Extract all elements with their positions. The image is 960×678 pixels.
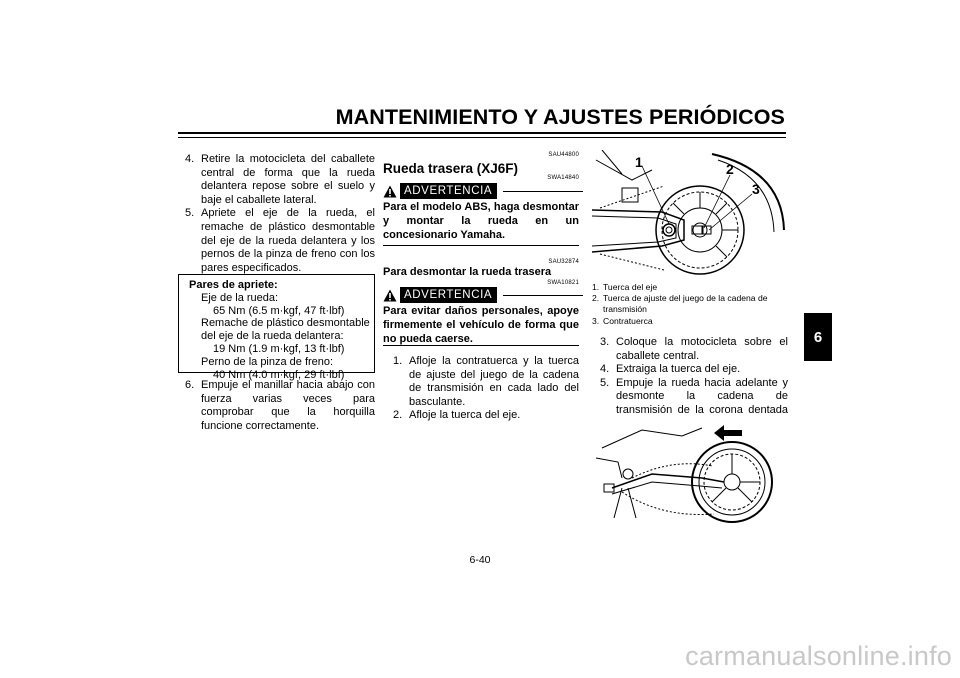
column-3-steps	[600, 336, 788, 431]
callout-3: 3	[752, 181, 760, 197]
watermark: carmanualsonline.info	[685, 641, 952, 671]
callout-2: 2	[726, 161, 734, 177]
torque-label: Perno de la pinza de freno:	[201, 355, 334, 368]
column-2-steps	[383, 355, 579, 423]
warning-end-rule	[383, 345, 579, 346]
step-4b	[600, 363, 788, 377]
wheel-removal-illustration	[592, 418, 788, 524]
warning-banner	[383, 287, 583, 303]
warning-text: Para el modelo ABS, haga desmontar y montar la rueda en un concesionario Yamaha.	[383, 201, 579, 241]
column-1	[185, 153, 375, 275]
step-number: 4.	[185, 153, 195, 165]
torque-value: 40 Nm (4.0 m·kgf, 29 ft·lbf)	[213, 368, 345, 381]
section-title: Rueda trasera (XJ6F)	[383, 161, 519, 176]
legend-item	[592, 282, 788, 293]
step-number: 6.	[185, 379, 195, 391]
legend-item	[592, 316, 788, 327]
subsection-title: Para desmontar la rueda trasera	[383, 266, 552, 278]
warning-triangle-icon	[383, 289, 397, 302]
warning-label: ADVERTENCIA	[400, 183, 497, 199]
step-text: Empuje la rueda hacia adelante y desmonte la cadena de transmisión de la corona dentada	[616, 376, 788, 416]
step-3	[600, 336, 788, 363]
step-text: Apriete el eje de la rueda, el remache de plástico desmontable del eje de la rueda delantera y los pernos de la pinza de freno con los pares especificados.	[201, 207, 375, 274]
step-text: Retire la motocicleta del caballete central de forma que la rueda delantera repose sobre el suelo y baje el caballete lateral.	[201, 153, 375, 206]
torque-value: 19 Nm (1.9 m·kgf, 13 ft·lbf)	[213, 342, 345, 355]
legend-text: Tuerca de ajuste del juego de la cadena de transmisión	[603, 293, 768, 315]
step-2	[383, 409, 579, 423]
rear-wheel-removal-figure	[592, 418, 788, 524]
figure-legend	[592, 282, 788, 327]
reference-code: SWA14840	[547, 175, 579, 181]
step-text: Afloje la contratuerca y la tuerca de ajuste del juego de la cadena de transmisión en cada lado del basculante.	[409, 355, 579, 408]
callout-1: 1	[635, 154, 643, 170]
step-number: 4.	[600, 363, 610, 376]
warning-triangle-icon	[383, 185, 397, 198]
step-number: 2.	[393, 409, 403, 422]
page-number: 6-40	[469, 554, 491, 566]
torque-value: 65 Nm (6.5 m·kgf, 47 ft·lbf)	[213, 304, 345, 317]
step-number: 1.	[393, 355, 403, 367]
step-6	[185, 379, 375, 433]
reference-code: SWA10821	[547, 280, 579, 286]
torque-header: Pares de apriete:	[189, 279, 278, 291]
legend-number: 3.	[592, 315, 600, 326]
step-5	[185, 207, 375, 275]
legend-item	[592, 293, 788, 315]
reference-code: SAU32874	[548, 259, 579, 265]
rear-axle-illustration	[592, 150, 788, 276]
step-text: Afloje la tuerca del eje.	[409, 409, 521, 422]
torque-label: Eje de la rueda:	[201, 291, 279, 304]
torque-spec-box	[178, 274, 375, 381]
title-rule	[178, 132, 786, 134]
page-title: MANTENIMIENTO Y AJUSTES PERIÓDICOS	[335, 105, 785, 129]
reference-code: SAU44800	[548, 152, 579, 158]
step-number: 3.	[600, 336, 610, 348]
warning-label: ADVERTENCIA	[400, 287, 497, 303]
legend-number: 2.	[592, 293, 600, 304]
warning-text: Para evitar daños personales, apoye firmemente el vehículo de forma que no pueda caerse.	[383, 305, 579, 345]
title-rule-thin	[178, 137, 786, 138]
legend-number: 1.	[592, 282, 600, 292]
legend-text: Contratuerca	[603, 315, 653, 326]
step-text: Coloque la motocicleta sobre el caballete central.	[616, 336, 788, 362]
rear-wheel-axle-figure	[592, 150, 788, 276]
step-text: Extraiga la tuerca del eje.	[616, 363, 741, 376]
warning-end-rule	[383, 245, 579, 246]
torque-label: Remache de plástico desmontable del eje de la rueda delantera:	[201, 317, 370, 343]
warning-banner	[383, 183, 583, 199]
warning-rule	[503, 191, 583, 192]
legend-text: Tuerca del eje	[603, 282, 658, 292]
step-4	[185, 153, 375, 207]
step-number: 5.	[185, 207, 195, 220]
warning-rule	[503, 295, 583, 296]
step-text: Empuje el manillar hacia abajo con fuerza varias veces para comprobar que la horquilla funcione correctamente.	[201, 379, 375, 432]
step-number: 5.	[600, 376, 610, 389]
step-1	[383, 355, 579, 409]
chapter-tab[interactable]: 6	[804, 313, 832, 361]
column-1-lower	[185, 379, 375, 433]
